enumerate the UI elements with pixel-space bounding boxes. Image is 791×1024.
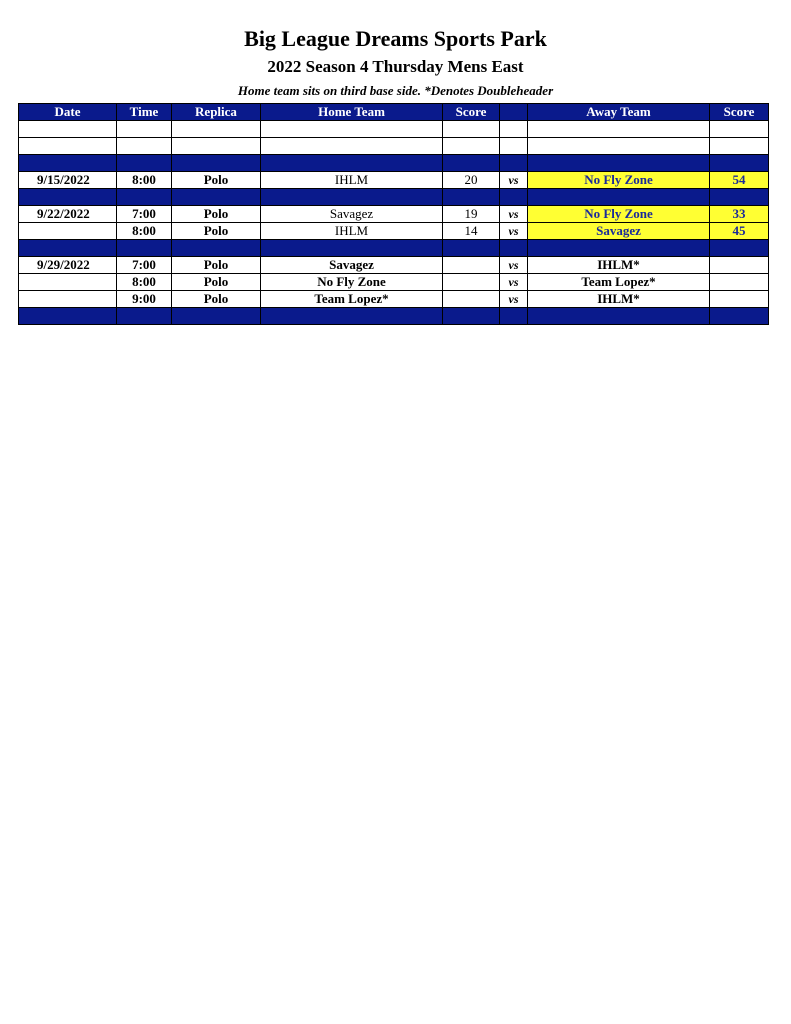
cell-away-score bbox=[710, 257, 769, 274]
cell-time: 9:00 bbox=[117, 291, 172, 308]
cell-time: 8:00 bbox=[117, 223, 172, 240]
separator-row bbox=[19, 308, 769, 325]
table-row bbox=[19, 223, 769, 240]
cell-away-team: IHLM* bbox=[528, 257, 710, 274]
header-home-team: Home Team bbox=[261, 104, 443, 121]
cell-away-score bbox=[710, 274, 769, 291]
header-vs bbox=[500, 104, 528, 121]
cell-field: Polo bbox=[172, 223, 261, 240]
cell-home-team: Savagez bbox=[261, 206, 443, 223]
cell-away-score: 54 bbox=[710, 172, 769, 189]
cell-away-team: Savagez bbox=[528, 223, 710, 240]
header-home-score: Score bbox=[443, 104, 500, 121]
header-replica: Replica bbox=[172, 104, 261, 121]
table-row bbox=[19, 291, 769, 308]
cell-time: 7:00 bbox=[117, 257, 172, 274]
cell-field: Polo bbox=[172, 257, 261, 274]
cell-time: 8:00 bbox=[117, 172, 172, 189]
table-row bbox=[19, 206, 769, 223]
cell-away-score: 45 bbox=[710, 223, 769, 240]
cell-field: Polo bbox=[172, 206, 261, 223]
cell-away-team: No Fly Zone bbox=[528, 172, 710, 189]
cell-vs: vs bbox=[500, 172, 528, 189]
separator-row bbox=[19, 189, 769, 206]
page-title: Big League Dreams Sports Park bbox=[244, 26, 547, 51]
cell-date bbox=[19, 291, 117, 308]
cell-home-score bbox=[443, 291, 500, 308]
header-date: Date bbox=[19, 104, 117, 121]
cell-time: 7:00 bbox=[117, 206, 172, 223]
cell-vs: vs bbox=[500, 223, 528, 240]
table-row bbox=[19, 172, 769, 189]
table-row bbox=[19, 257, 769, 274]
cell-vs: vs bbox=[500, 206, 528, 223]
table-row bbox=[19, 274, 769, 291]
cell-field: Polo bbox=[172, 274, 261, 291]
cell-date bbox=[19, 274, 117, 291]
cell-field: Polo bbox=[172, 172, 261, 189]
cell-home-score bbox=[443, 274, 500, 291]
cell-home-team: IHLM bbox=[261, 172, 443, 189]
cell-field: Polo bbox=[172, 291, 261, 308]
cell-date: 9/29/2022 bbox=[19, 257, 117, 274]
cell-home-score: 19 bbox=[443, 206, 500, 223]
cell-home-score: 14 bbox=[443, 223, 500, 240]
cell-home-team: Team Lopez* bbox=[261, 291, 443, 308]
cell-away-team: No Fly Zone bbox=[528, 206, 710, 223]
cell-vs: vs bbox=[500, 257, 528, 274]
cell-away-score: 33 bbox=[710, 206, 769, 223]
separator-row bbox=[19, 155, 769, 172]
table-header-row bbox=[19, 104, 769, 121]
cell-vs: vs bbox=[500, 274, 528, 291]
empty-row bbox=[19, 138, 769, 155]
header-time: Time bbox=[117, 104, 172, 121]
header-away-team: Away Team bbox=[528, 104, 710, 121]
cell-vs: vs bbox=[500, 291, 528, 308]
cell-away-score bbox=[710, 291, 769, 308]
cell-home-team: No Fly Zone bbox=[261, 274, 443, 291]
cell-date: 9/22/2022 bbox=[19, 206, 117, 223]
cell-home-team: Savagez bbox=[261, 257, 443, 274]
page-note: Home team sits on third base side. *Denotes Doubleheader bbox=[237, 83, 554, 98]
empty-row bbox=[19, 121, 769, 138]
cell-date: 9/15/2022 bbox=[19, 172, 117, 189]
header-away-score: Score bbox=[710, 104, 769, 121]
cell-home-team: IHLM bbox=[261, 223, 443, 240]
cell-home-score bbox=[443, 257, 500, 274]
cell-away-team: IHLM* bbox=[528, 291, 710, 308]
cell-date bbox=[19, 223, 117, 240]
cell-time: 8:00 bbox=[117, 274, 172, 291]
cell-away-team: Team Lopez* bbox=[528, 274, 710, 291]
separator-row bbox=[19, 240, 769, 257]
page-subtitle: 2022 Season 4 Thursday Mens East bbox=[267, 57, 524, 76]
cell-home-score: 20 bbox=[443, 172, 500, 189]
schedule-table bbox=[18, 103, 769, 325]
